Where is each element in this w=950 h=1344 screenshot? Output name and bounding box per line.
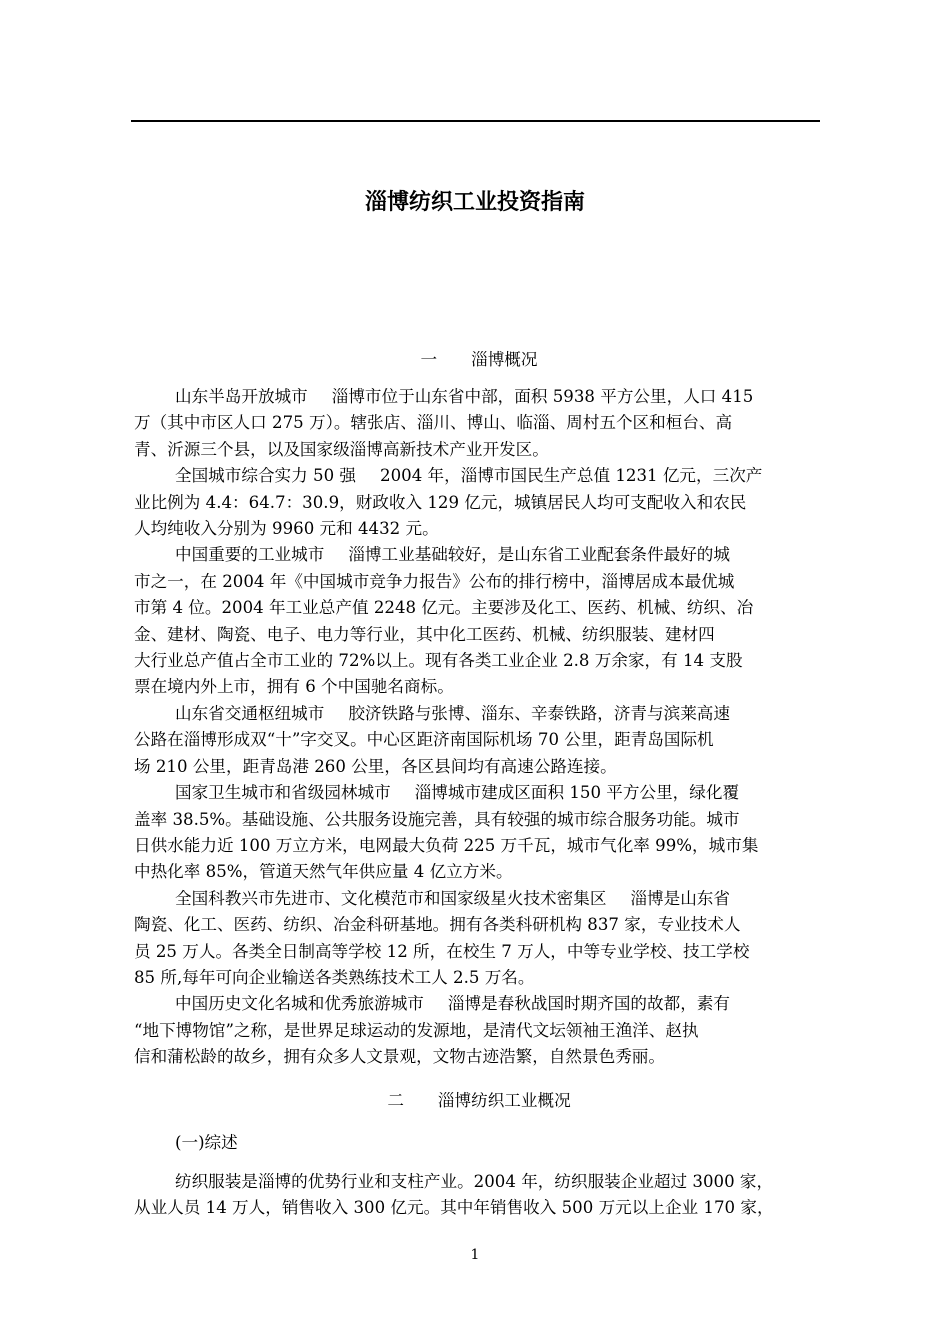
paragraph-line: 票在境内外上市，拥有 6 个中国驰名商标。 <box>134 677 454 697</box>
section-label: 淄博概况 <box>471 350 538 369</box>
paragraph-lead: 国家卫生城市和省级园林城市 <box>175 783 391 803</box>
paragraph-line: 公路在淄博形成双“十”字交叉。中心区距济南国际机场 70 公里，距青岛国际机 <box>134 730 714 750</box>
paragraph-line: 场 210 公里，距青岛港 260 公里，各区县间均有高速公路连接。 <box>134 756 617 776</box>
paragraph <box>134 384 824 463</box>
paragraph <box>134 542 824 700</box>
paragraph-line: 员 25 万人。各类全日制高等学校 12 所，在校生 7 万人，中等专业学校、技工学校 <box>134 941 750 961</box>
paragraph-line: 信和蒲松龄的故乡，拥有众多人文景观，文物古迹浩繁，自然景色秀丽。 <box>134 1047 665 1067</box>
paragraph-line: 业比例为 4.4：64.7：30.9，财政收入 129 亿元，城镇居民人均可支配收入和农民 <box>134 492 747 512</box>
paragraph <box>134 463 824 542</box>
paragraph-line: 陶瓷、化工、医药、纺织、冶金科研基地。拥有各类科研机构 837 家，专业技术人 <box>134 915 741 935</box>
paragraph-line: 85 所,每年可向企业输送各类熟练技术工人 2.5 万名。 <box>134 967 535 987</box>
paragraph-line: 淄博是春秋战国时期齐国的故都，素有 <box>447 994 730 1014</box>
paragraph-line: 中热化率 85%，管道天然气年供应量 4 亿立方米。 <box>134 862 513 882</box>
paragraph <box>134 701 824 780</box>
section-label: 淄博纺织工业概况 <box>437 1090 571 1110</box>
section-number: 二 <box>387 1090 404 1110</box>
paragraph-line: 纺织服装是淄博的优势行业和支柱产业。2004 年，纺织服装企业超过 3000 家， <box>175 1171 774 1191</box>
paragraph-line: 金、建材、陶瓷、电子、电力等行业，其中化工医药、机械、纺织服装、建材四 <box>134 624 715 644</box>
section-number: 一 <box>420 350 438 369</box>
header-rule <box>131 120 820 122</box>
paragraph <box>134 991 824 1070</box>
paragraph-line: 人均纯收入分别为 9960 元和 4432 元。 <box>134 519 439 539</box>
paragraph-line: 市之一，在 2004 年《中国城市竞争力报告》公布的排行榜中，淄博居成本最优城 <box>134 571 735 591</box>
paragraph-line: 万（其中市区人口 275 万）。辖张店、淄川、博山、临淄、周村五个区和桓台、高 <box>134 413 733 433</box>
paragraph-line: 日供水能力近 100 万立方米，电网最大负荷 225 万千瓦，城市气化率 99%，城市集 <box>134 835 759 855</box>
section-heading-1 <box>134 346 824 374</box>
paragraph-lead: 山东半岛开放城市 <box>175 387 308 406</box>
paragraph-line: 淄博市位于山东省中部，面积 5938 平方公里，人口 415 <box>331 387 754 406</box>
section-heading-2 <box>134 1087 824 1115</box>
document-body <box>134 346 824 1221</box>
paragraph <box>134 780 824 886</box>
paragraph-line: 胶济铁路与张博、淄东、辛泰铁路，济青与滨莱高速 <box>348 703 730 723</box>
page-number: 1 <box>470 1247 480 1263</box>
paragraph <box>134 886 824 992</box>
paragraph-line: 淄博城市建成区面积 150 平方公里，绿化覆 <box>414 783 740 803</box>
paragraph-lead: 中国历史文化名城和优秀旅游城市 <box>175 994 424 1014</box>
paragraph-lead: 山东省交通枢纽城市 <box>175 703 325 723</box>
paragraph-line: 2004 年，淄博市国民生产总值 1231 亿元，三次产 <box>380 466 763 486</box>
paragraph-line: 盖率 38.5%。基础设施、公共服务设施完善，具有较强的城市综合服务功能。城市 <box>134 809 740 829</box>
paragraph <box>134 1169 824 1222</box>
paragraph-line: 从业人员 14 万人，销售收入 300 亿元。其中年销售收入 500 万元以上企业 170 家， <box>134 1197 774 1217</box>
paragraph-line: “地下博物馆”之称，是世界足球运动的发源地，是清代文坛领袖王渔洋、赵执 <box>134 1020 699 1040</box>
paragraph-line: 市第 4 位。2004 年工业总产值 2248 亿元。主要涉及化工、医药、机械、纺织、冶 <box>134 598 754 618</box>
document-title: 淄博纺织工业投资指南 <box>364 190 585 215</box>
subsection-heading: (一)综述 <box>175 1132 238 1152</box>
paragraph-line: 淄博工业基础较好，是山东省工业配套条件最好的城 <box>348 545 730 565</box>
paragraph-lead: 全国城市综合实力 50 强 <box>175 466 357 486</box>
paragraph-lead: 中国重要的工业城市 <box>175 545 325 565</box>
paragraph-line: 青、沂源三个县，以及国家级淄博高新技术产业开发区。 <box>134 439 549 459</box>
paragraph-line: 大行业总产值占全市工业的 72%以上。现有各类工业企业 2.8 万余家，有 14 支股 <box>134 651 743 671</box>
paragraph-lead: 全国科教兴市先进市、文化模范市和国家级星火技术密集区 <box>175 888 607 908</box>
paragraph-line: 淄博是山东省 <box>630 888 730 908</box>
